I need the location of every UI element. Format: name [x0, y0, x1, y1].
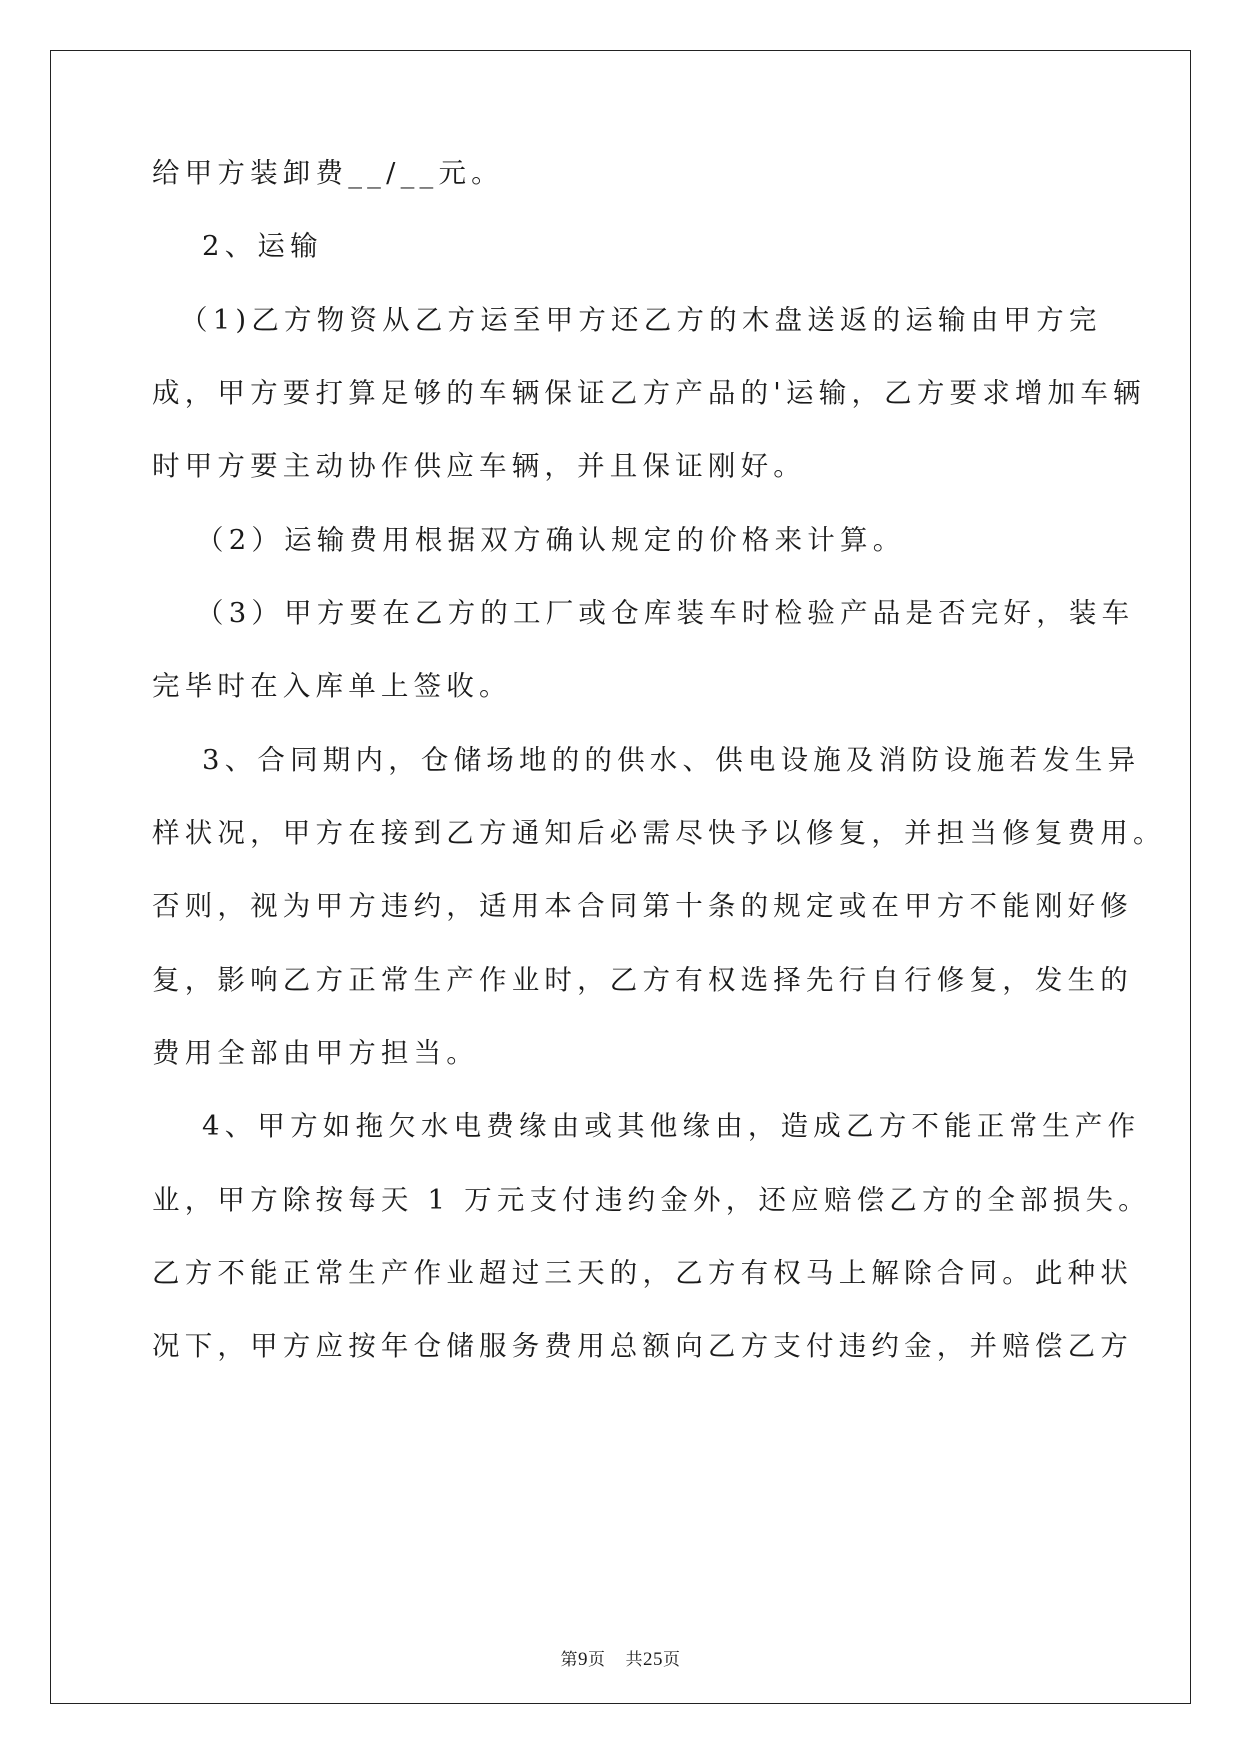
page-number: 9	[578, 1649, 588, 1670]
text-line: （3）甲方要在乙方的工厂或仓库装车时检验产品是否完好，装车	[196, 597, 1135, 629]
page-suffix: 页	[588, 1650, 606, 1670]
text-line: （1)乙方物资从乙方运至甲方还乙方的木盘送返的运输由甲方完	[180, 304, 1102, 336]
total-prefix: 共	[625, 1650, 643, 1670]
page-footer	[0, 1645, 1241, 1671]
text-line: 3、合同期内，仓储场地的的供水、供电设施及消防设施若发生异	[202, 744, 1141, 776]
page-border	[50, 50, 1191, 1704]
page-prefix: 第	[560, 1650, 578, 1670]
text-line: 否则，视为甲方违约，适用本合同第十条的规定或在甲方不能刚好修	[152, 890, 1133, 922]
text-line: 业，甲方除按每天 1 万元支付违约金外，还应赔偿乙方的全部损失。	[152, 1184, 1151, 1216]
total-suffix: 页	[663, 1650, 681, 1670]
text-line: 况下，甲方应按年仓储服务费用总额向乙方支付违约金，并赔偿乙方	[152, 1330, 1133, 1362]
text-line: 时甲方要主动协作供应车辆，并且保证刚好。	[152, 450, 806, 482]
text-line: 复，影响乙方正常生产作业时，乙方有权选择先行自行修复，发生的	[152, 964, 1133, 996]
text-line: 成，甲方要打算足够的车辆保证乙方产品的'运输，乙方要求增加车辆	[152, 377, 1146, 409]
text-line: 4、甲方如拖欠水电费缘由或其他缘由，造成乙方不能正常生产作	[202, 1110, 1141, 1142]
section-heading: 2、运输	[202, 230, 323, 262]
text-line: 乙方不能正常生产作业超过三天的，乙方有权马上解除合同。此种状	[152, 1257, 1133, 1289]
total-pages: 25	[643, 1649, 663, 1670]
text-line: 完毕时在入库单上签收。	[152, 670, 512, 702]
text-line: 样状况，甲方在接到乙方通知后必需尽快予以修复，并担当修复费用。	[152, 817, 1166, 849]
text-line: （2）运输费用根据双方确认规定的价格来计算。	[196, 524, 906, 556]
text-line: 费用全部由甲方担当。	[152, 1037, 479, 1069]
text-line: 给甲方装卸费__/__元。	[152, 157, 504, 189]
